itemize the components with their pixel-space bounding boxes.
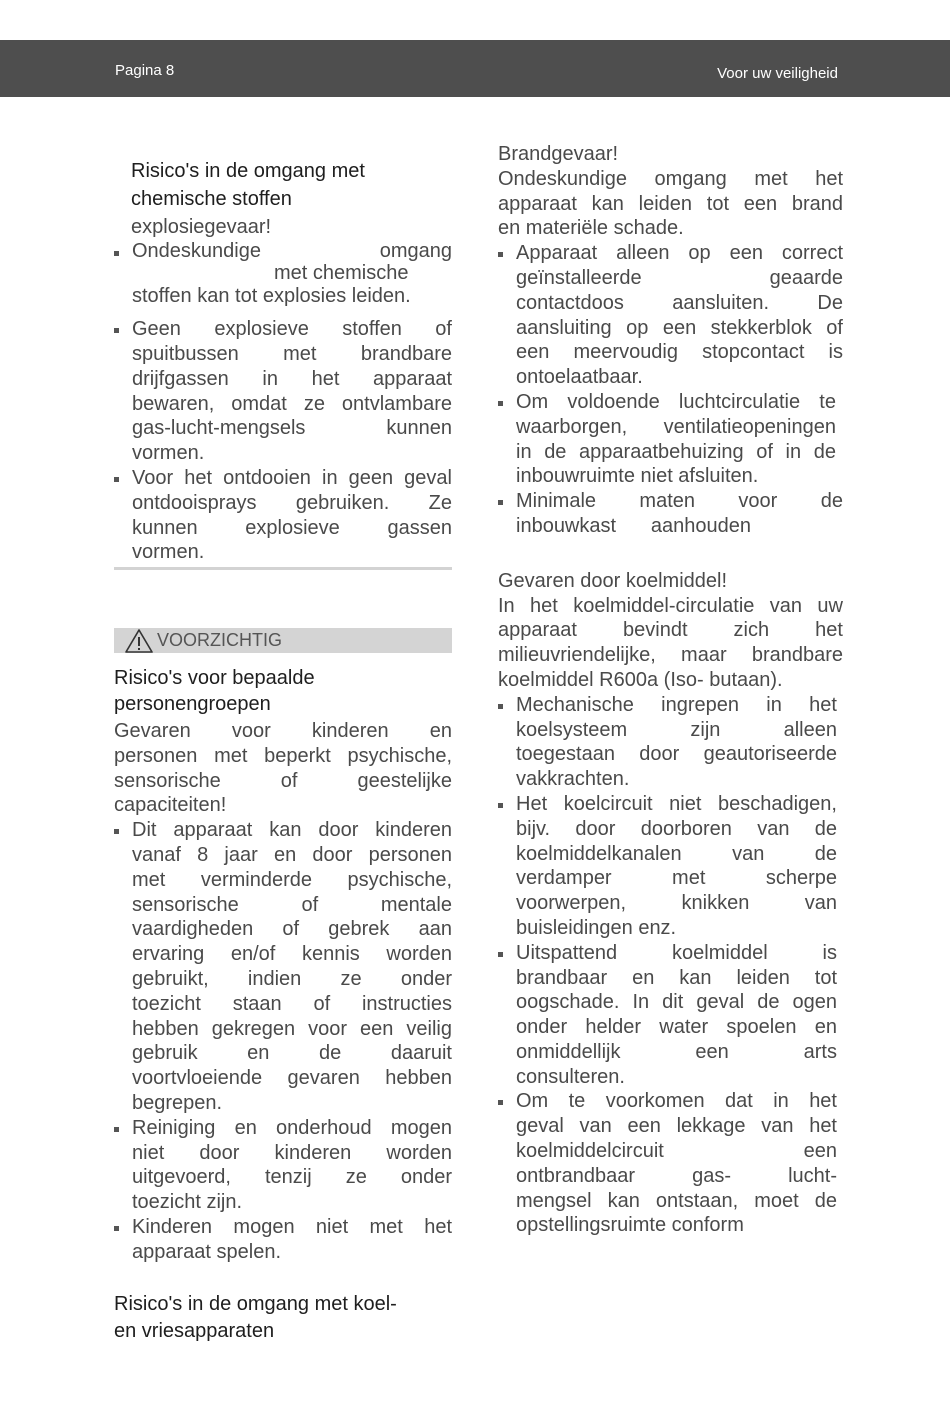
bullet-icon bbox=[114, 1127, 119, 1132]
text-line: begrepen. bbox=[132, 1091, 223, 1114]
koel-title-1: Risico's in de omgang met koel- bbox=[114, 1293, 397, 1315]
text-line: voorwerpen, knikken van bbox=[516, 892, 837, 915]
text-line: gebruik en de daaruit bbox=[132, 1042, 452, 1065]
left-column-groups bbox=[114, 665, 452, 1265]
text-line: brandbaar en kan leiden tot bbox=[516, 966, 837, 989]
text-line: omgang bbox=[379, 239, 452, 262]
text-line: kunnen explosieve gassen bbox=[132, 516, 452, 539]
text-line: stoffen kan tot explosies leiden. bbox=[132, 284, 411, 307]
refrigerant-intro bbox=[498, 594, 843, 693]
bullet-icon bbox=[498, 1100, 503, 1105]
text-line: drijfgassen in het apparaat bbox=[132, 367, 452, 390]
list-item bbox=[114, 818, 452, 1116]
text-line: uitgevoerd, tenzij ze onder bbox=[132, 1166, 452, 1189]
text-line: opstellingsruimte conform bbox=[516, 1214, 744, 1237]
text-line: Gevaren voor kinderen en bbox=[114, 720, 452, 742]
refrigerant-title: Gevaren door koelmiddel! bbox=[498, 569, 728, 592]
bullet-icon bbox=[114, 328, 119, 333]
text-line: spuitbussen met brandbare bbox=[132, 343, 452, 366]
koel-title-2: en vriesapparaten bbox=[114, 1320, 275, 1342]
text-line: Mechanische ingrepen in het bbox=[516, 693, 837, 716]
text-line: capaciteiten! bbox=[114, 794, 227, 817]
text-line: met verminderde psychische, bbox=[132, 868, 452, 891]
text-line: inbouwruimte niet afsluiten. bbox=[516, 465, 759, 488]
bullet-icon bbox=[114, 251, 119, 256]
text-line: Apparaat alleen op een correct bbox=[516, 242, 843, 265]
left-column-chem bbox=[114, 157, 452, 570]
text-line: Reiniging en onderhoud mogen bbox=[132, 1116, 452, 1139]
text-line: In het koelmiddel-circulatie van uw bbox=[498, 594, 843, 617]
text-line: vormen. bbox=[132, 442, 205, 465]
section-title: Voor uw veiligheid bbox=[717, 65, 838, 82]
text-line: geïnstalleerde geaarde bbox=[516, 266, 843, 289]
text-line: vakkrachten. bbox=[516, 768, 630, 791]
list-item bbox=[498, 792, 837, 941]
text-line: toezicht zijn. bbox=[132, 1191, 243, 1214]
left-column-koel bbox=[114, 1291, 452, 1345]
text-line: apparaat kan leiden tot een brand bbox=[498, 192, 843, 215]
text-line: voortvloeiende gevaren hebben bbox=[132, 1067, 452, 1090]
text-line: consulteren. bbox=[516, 1065, 625, 1088]
text-line: ontbrandbaar gas- lucht- bbox=[516, 1164, 837, 1187]
fire-title: Brandgevaar! bbox=[498, 143, 619, 165]
text-line: personen met beperkt psychische, bbox=[114, 744, 452, 767]
text-line: Kinderen mogen niet met het bbox=[132, 1215, 452, 1238]
text-line: vormen. bbox=[132, 541, 205, 564]
text-line: onmiddellijk een arts bbox=[516, 1040, 837, 1063]
text-line: Om voldoende luchtcirculatie te bbox=[516, 390, 836, 413]
list-item bbox=[498, 390, 836, 489]
bullet-icon bbox=[498, 952, 503, 957]
text-line: oogschade. In dit geval de ogen bbox=[516, 991, 837, 1014]
text-line: Voor het ontdooien in geen geval bbox=[132, 467, 452, 490]
chem-title-2: chemische stoffen bbox=[131, 188, 292, 210]
list-item bbox=[114, 240, 452, 308]
list-item bbox=[114, 317, 452, 466]
groups-title-1: Risico's voor bepaalde bbox=[114, 667, 315, 689]
warning-label: VOORZICHTIG bbox=[157, 630, 282, 650]
text-line: niet door kinderen worden bbox=[132, 1141, 452, 1164]
text-line: toezicht staan of instructies bbox=[132, 992, 452, 1015]
list-item bbox=[498, 1089, 837, 1238]
text-line: ontdooisprays gebruiken. Ze bbox=[132, 491, 452, 514]
bullet-icon bbox=[498, 803, 503, 808]
groups-intro bbox=[114, 719, 452, 818]
bullet-icon bbox=[498, 704, 503, 709]
text-line: Minimale maten voor de bbox=[516, 490, 843, 513]
warning-triangle-icon bbox=[124, 628, 154, 653]
text-line: en materiële schade. bbox=[498, 217, 684, 240]
text-line: mengsel kan ontstaan, moet de bbox=[516, 1189, 837, 1212]
text-line: Uitspattend koelmiddel is bbox=[516, 941, 837, 964]
text-line: een meervoudig stopcontact is bbox=[516, 341, 843, 364]
text-line: Dit apparaat kan door kinderen bbox=[132, 819, 452, 842]
text-line: sensorische of geestelijke bbox=[114, 769, 452, 792]
bullet-icon bbox=[498, 500, 503, 505]
list-item bbox=[114, 1116, 452, 1215]
text-line: sensorische of mentale bbox=[132, 893, 452, 916]
text-line: ontoelaatbaar. bbox=[516, 366, 643, 389]
text-line: aansluiting op een stekkerblok of bbox=[516, 316, 843, 339]
text-line: inbouwkast aanhouden bbox=[516, 514, 751, 537]
text-line: buisleidingen enz. bbox=[516, 916, 677, 939]
text-line: geval van een lekkage van het bbox=[516, 1115, 837, 1138]
text-line: verdamper met scherpe bbox=[516, 867, 837, 890]
list-item bbox=[498, 693, 837, 792]
text-line: bewaren, omdat ze ontvlambare bbox=[132, 392, 452, 415]
bullet-icon bbox=[498, 401, 503, 406]
section-divider bbox=[114, 567, 452, 570]
text-line: hebben gekregen voor een veilig bbox=[132, 1017, 452, 1040]
groups-title-2: personengroepen bbox=[114, 693, 271, 715]
text-line: gas-lucht-mengsels kunnen bbox=[132, 417, 452, 440]
text-line: vaardigheden of gebrek aan bbox=[132, 918, 452, 941]
text-line: contactdoos aansluiten. De bbox=[516, 291, 843, 314]
text-line: onder helder water spoelen en bbox=[516, 1016, 837, 1039]
right-column bbox=[498, 142, 843, 1238]
fire-intro bbox=[498, 167, 843, 241]
list-item bbox=[114, 466, 452, 565]
bullet-icon bbox=[114, 1226, 119, 1231]
list-item bbox=[114, 1215, 452, 1265]
text-line: toegestaan door geautoriseerde bbox=[516, 743, 837, 766]
text-line: Ondeskundige omgang met het bbox=[498, 167, 843, 190]
text-line: vanaf 8 jaar en door personen bbox=[132, 843, 452, 866]
list-item bbox=[498, 241, 843, 390]
text-line: waarborgen, ventilatieopeningen bbox=[516, 415, 836, 438]
chem-title-1: Risico's in de omgang met bbox=[131, 160, 365, 182]
page-header bbox=[0, 40, 950, 97]
text-line: apparaat bevindt zich het bbox=[498, 619, 843, 642]
text-line: Geen explosieve stoffen of bbox=[132, 318, 452, 341]
text-line: milieuvriendelijke, maar brandbare bbox=[498, 644, 843, 667]
text-line: Het koelcircuit niet beschadigen, bbox=[516, 792, 837, 815]
warning-banner bbox=[114, 628, 452, 653]
text-line: Om te voorkomen dat in het bbox=[516, 1090, 837, 1113]
page-number: Pagina 8 bbox=[115, 62, 175, 79]
text-line: koelmiddel R600a (Iso- butaan). bbox=[498, 668, 783, 691]
text-line: gebruikt, indien ze onder bbox=[132, 967, 452, 990]
bullet-icon bbox=[114, 829, 119, 834]
text-line: koelsysteem zijn alleen bbox=[516, 718, 837, 741]
text-line: bijv. door doorboren van de bbox=[516, 817, 837, 840]
list-item bbox=[498, 489, 843, 539]
text-line: apparaat spelen. bbox=[132, 1240, 282, 1263]
chem-subtitle: explosiegevaar! bbox=[131, 216, 272, 238]
text-line: ervaring en/of kennis worden bbox=[132, 943, 452, 966]
list-item bbox=[498, 941, 837, 1090]
text-line: koelmiddelcircuit een bbox=[516, 1140, 837, 1163]
bullet-icon bbox=[114, 477, 119, 482]
text-line: koelmiddelkanalen van de bbox=[516, 842, 837, 865]
text-line: met chemische bbox=[274, 262, 409, 285]
text-line: Ondeskundige bbox=[132, 239, 261, 262]
bullet-icon bbox=[498, 252, 503, 257]
text-line: in de apparaatbehuizing of in de bbox=[516, 440, 836, 463]
